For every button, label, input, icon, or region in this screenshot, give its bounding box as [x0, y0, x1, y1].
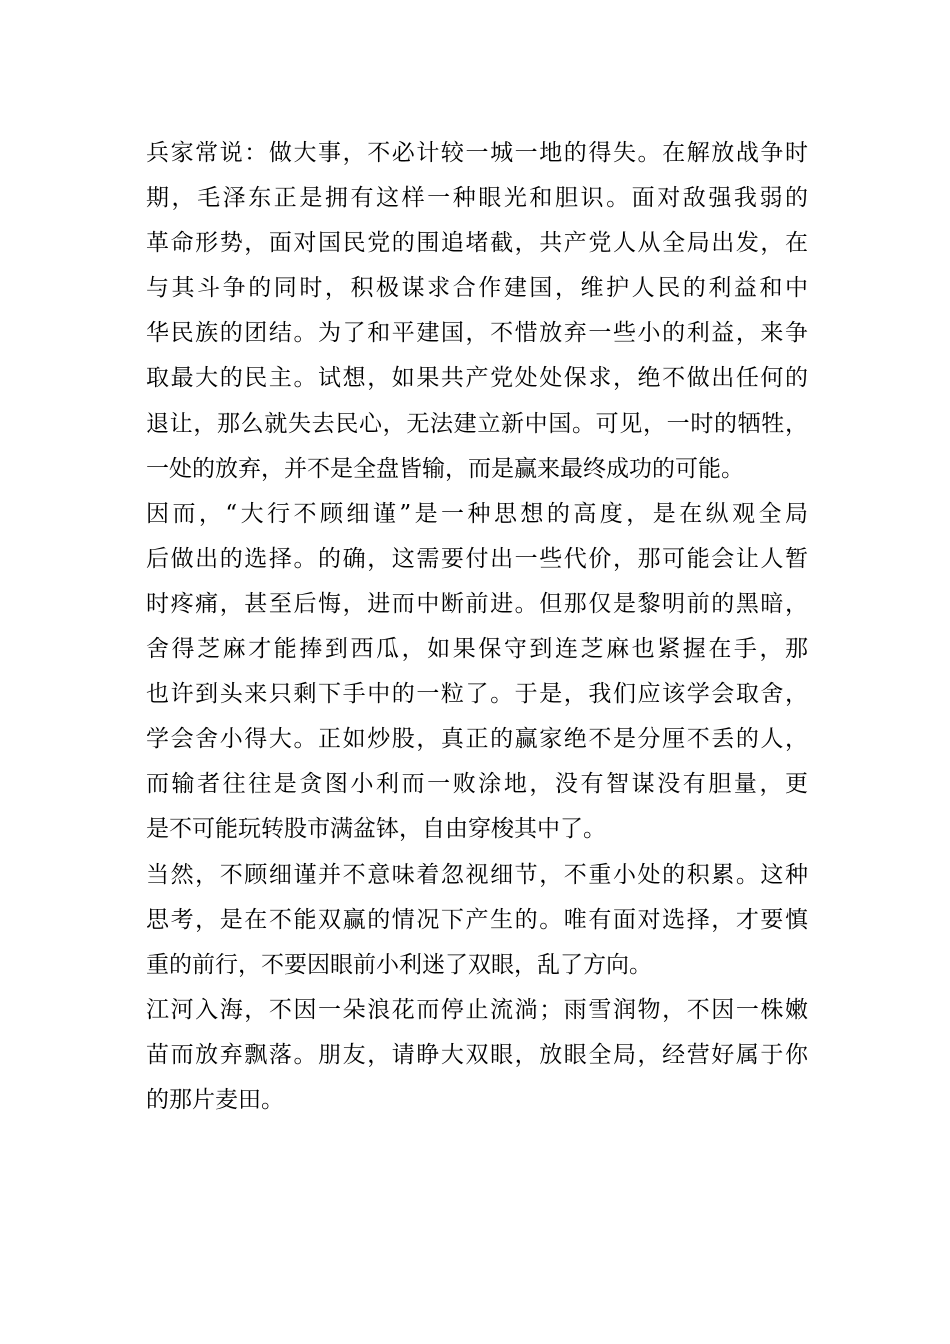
text-line: 兵家常说：做大事，不必计较一城一地的得失。在解放战争时: [146, 140, 808, 166]
text-line: 思考，是在不能双赢的情况下产生的。唯有面对选择，才要慎: [146, 906, 808, 933]
text-line: 也许到头来只剩下手中的一粒了。于是，我们应该学会取舍，: [146, 681, 808, 708]
text-line: 时疼痛，甚至后悔，进而中断前进。但那仅是黎明前的黑暗，: [146, 590, 808, 617]
text-line: 取最大的民主。试想，如果共产党处处保求，绝不做出任何的: [146, 365, 808, 392]
paragraph-1: [146, 131, 808, 492]
text-line: 退让，那么就失去民心，无法建立新中国。可见，一时的牺牲，: [146, 410, 808, 437]
document-body: [146, 131, 808, 1123]
text-line: 与其斗争的同时，积极谋求合作建国，维护人民的利益和中: [146, 275, 808, 302]
text-line: 一处的放弃，并不是全盘皆输，而是赢来最终成功的可能。: [146, 455, 744, 482]
paragraph-3: [146, 853, 808, 988]
text-line: 革命形势，面对国民党的围追堵截，共产党人从全局出发，在: [146, 230, 808, 257]
text-line: 舍得芝麻才能捧到西瓜，如果保守到连芝麻也紧握在手，那: [146, 636, 808, 663]
text-line: 当然，不顾细谨并不意味着忽视细节，不重小处的积累。这种: [146, 861, 808, 888]
paragraph-2: [146, 492, 808, 853]
text-line: 华民族的团结。为了和平建国，不惜放弃一些小的利益，来争: [146, 320, 808, 347]
text-line: 的那片麦田。: [146, 1086, 284, 1113]
text-line: 苗而放弃飘落。朋友，请睁大双眼，放眼全局，经营好属于你: [146, 1041, 808, 1068]
text-line: 因而，“大行不顾细谨”是一种思想的高度，是在纵观全局: [146, 500, 808, 527]
text-line: 是不可能玩转股市满盆钵，自由穿梭其中了。: [146, 816, 606, 843]
text-line: 学会舍小得大。正如炒股，真正的赢家绝不是分厘不丢的人，: [146, 726, 808, 753]
text-line: 重的前行，不要因眼前小利迷了双眼，乱了方向。: [146, 951, 652, 978]
text-line: 后做出的选择。的确，这需要付出一些代价，那可能会让人暂: [146, 545, 808, 572]
text-line: 江河入海，不因一朵浪花而停止流淌；雨雪润物，不因一株嫩: [146, 996, 808, 1023]
text-line: 而输者往往是贪图小利而一败涂地，没有智谋没有胆量，更: [146, 771, 808, 798]
paragraph-4: [146, 988, 808, 1123]
text-line: 期，毛泽东正是拥有这样一种眼光和胆识。面对敌强我弱的: [146, 185, 808, 212]
